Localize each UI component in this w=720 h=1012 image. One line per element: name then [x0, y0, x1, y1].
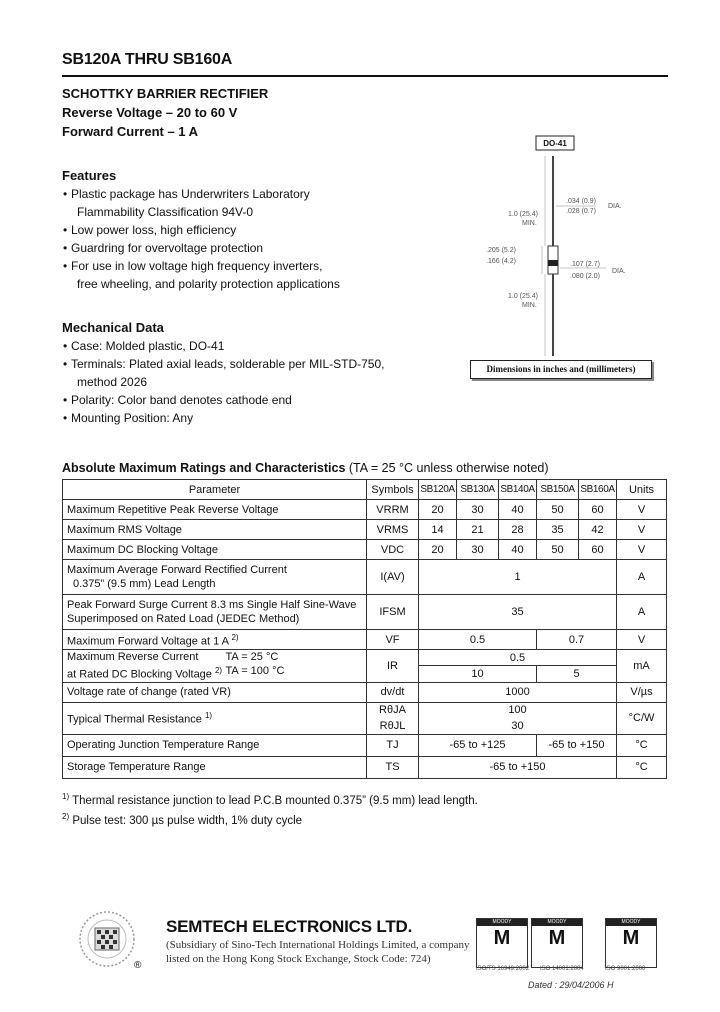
forward-current-spec: Forward Current – 1 A: [62, 124, 199, 139]
document-title: SB120A THRU SB160A: [62, 51, 233, 68]
header-cell: Parameter: [63, 480, 367, 500]
param-cell: Maximum DC Blocking Voltage: [63, 540, 367, 560]
unit-cell: °C/W: [617, 702, 667, 734]
lead-dia-label-2: .028 (0.7): [566, 208, 596, 215]
header-cell: SB120A: [419, 480, 457, 500]
table-row: [63, 520, 667, 540]
lead-dia-label: .034 (0.9): [566, 198, 596, 205]
mechanical-heading: Mechanical Data: [62, 320, 164, 335]
symbol-cell: VF: [367, 630, 419, 650]
min-label: MIN.: [522, 302, 537, 309]
cert-badge-iso14001: MOODY M: [531, 918, 583, 968]
document-date: Dated : 29/04/2006 H: [528, 980, 614, 990]
list-item: • Guardring for overvoltage protection: [62, 239, 340, 257]
unit-cell: mA: [617, 650, 667, 683]
footnotes: [62, 789, 478, 829]
dimension-note: Dimensions in inches and (millimeters): [470, 360, 652, 379]
company-subsidiary-line: (Subsidiary of Sino-Tech International Holdings Limited, a company: [166, 939, 470, 951]
value-cell: 10: [419, 666, 537, 682]
dia-label: DIA.: [608, 203, 622, 210]
package-label: DO-41: [543, 139, 567, 148]
unit-cell: °C: [617, 734, 667, 756]
header-cell: SB140A: [499, 480, 537, 500]
value-cell: -65 to +125: [419, 734, 537, 756]
symbol-cell: TS: [367, 756, 419, 778]
body-dia-label-2: .080 (2.0): [570, 273, 600, 280]
title-rule: [62, 75, 668, 77]
symbol-cell: VRRM: [367, 500, 419, 520]
value-cell: 1: [419, 560, 617, 595]
cert-badge-iso-ts16949: MOODY M: [476, 918, 528, 968]
value-cell: 20: [419, 500, 457, 520]
do41-package-drawing: [460, 130, 660, 358]
body-length-label: .205 (5.2): [486, 247, 516, 254]
param-cell: Maximum RMS Voltage: [63, 520, 367, 540]
symbol-cell: RθJL: [367, 718, 419, 734]
value-cell: 100: [419, 702, 617, 718]
value-cell: 50: [537, 540, 579, 560]
symbol-cell: VDC: [367, 540, 419, 560]
list-item: • Low power loss, high efficiency: [62, 221, 340, 239]
value-cell: 28: [499, 520, 537, 540]
ratings-table: [62, 479, 667, 779]
value-cell: 40: [499, 500, 537, 520]
symbol-cell: VRMS: [367, 520, 419, 540]
value-cell: 20: [419, 540, 457, 560]
dia-label: DIA.: [612, 268, 626, 275]
unit-cell: V/µs: [617, 682, 667, 702]
value-cell: 30: [419, 718, 617, 734]
cert-caption: ISO 14001:2004: [540, 966, 584, 972]
value-cell: -65 to +150: [537, 734, 617, 756]
subtitle-block: [62, 84, 268, 141]
value-cell: 0.7: [537, 630, 617, 650]
header-cell: SB130A: [457, 480, 499, 500]
unit-cell: °C: [617, 756, 667, 778]
header-cell: Symbols: [367, 480, 419, 500]
value-cell: 30: [457, 500, 499, 520]
symbol-cell: I(AV): [367, 560, 419, 595]
param-cell: Typical Thermal Resistance $^{1)}$: [63, 702, 367, 734]
param-cell: Maximum Reverse Current TA = 25 °C at Rated DC Blocking Voltage $^{2)}$ TA = 100 °C: [63, 650, 367, 683]
min-label: MIN.: [522, 220, 537, 227]
table-row: [63, 734, 667, 756]
registered-mark: ®: [134, 960, 142, 971]
value-cell: 30: [457, 540, 499, 560]
table-row: [63, 756, 667, 778]
unit-cell: V: [617, 630, 667, 650]
value-cell: 35: [419, 595, 617, 630]
body-dia-label: .107 (2.7): [570, 261, 600, 268]
value-cell: -65 to +150: [419, 756, 617, 778]
value-cell: 50: [537, 500, 579, 520]
table-row: [63, 650, 667, 666]
symbol-cell: TJ: [367, 734, 419, 756]
table-row: [63, 630, 667, 650]
footnote-2: $^{2)}$ Pulse test: 300 µs pulse width, 1% duty cycle: [62, 811, 303, 827]
value-cell: 60: [579, 500, 617, 520]
value-cell: 40: [499, 540, 537, 560]
unit-cell: V: [617, 500, 667, 520]
table-row: [63, 540, 667, 560]
param-cell: Storage Temperature Range: [63, 756, 367, 778]
param-cell: Maximum Forward Voltage at 1 A $^{2)}$: [63, 630, 367, 650]
header-cell: SB160A: [579, 480, 617, 500]
table-row: [63, 595, 667, 630]
header-cell: Units: [617, 480, 667, 500]
mechanical-list: [62, 337, 384, 427]
list-item: • Polarity: Color band denotes cathode end: [62, 391, 384, 409]
param-cell: Voltage rate of change (rated VR): [63, 682, 367, 702]
value-cell: 42: [579, 520, 617, 540]
value-cell: 5: [537, 666, 617, 682]
features-heading: Features: [62, 168, 117, 183]
list-item: • Terminals: Plated axial leads, solderable per MIL-STD-750, method 2026: [62, 355, 384, 391]
symbol-cell: IFSM: [367, 595, 419, 630]
footnote-1: $^{1)}$ Thermal resistance junction to lead P.C.B mounted 0.375” (9.5 mm) lead length.: [62, 792, 478, 807]
lead-length-label: 1.0 (25.4): [508, 211, 538, 218]
list-item: • Mounting Position: Any: [62, 409, 384, 427]
reverse-voltage-spec: Reverse Voltage – 20 to 60 V: [62, 105, 238, 120]
company-name: SEMTECH ELECTRONICS LTD.: [166, 917, 413, 936]
body-length-label-2: .166 (4.2): [486, 258, 516, 265]
param-cell: Maximum Repetitive Peak Reverse Voltage: [63, 500, 367, 520]
table-row: [63, 560, 667, 595]
lead-length-label: 1.0 (25.4): [508, 293, 538, 300]
unit-cell: A: [617, 595, 667, 630]
table-row: [63, 702, 667, 718]
symbol-cell: dv/dt: [367, 682, 419, 702]
value-cell: 35: [537, 520, 579, 540]
symbol-cell: IR: [367, 650, 419, 683]
symbol-cell: RθJA: [367, 702, 419, 718]
unit-cell: A: [617, 560, 667, 595]
unit-cell: V: [617, 520, 667, 540]
company-listing-line: listed on the Hong Kong Stock Exchange, Stock Code: 724): [166, 953, 431, 965]
list-item: • Plastic package has Underwriters Laboratory Flammability Classification 94V-0: [62, 185, 340, 221]
param-cell: Maximum Average Forward Rectified Current 0.375” (9.5 mm) Lead Length: [63, 560, 367, 595]
param-cell: Peak Forward Surge Current 8.3 ms Single Half Sine-Wave Superimposed on Rated Load (JEDEC Method): [63, 595, 367, 630]
list-item: • For use in low voltage high frequency inverters, free wheeling, and polarity protection applications: [62, 257, 340, 293]
cathode-band: [548, 260, 558, 266]
table-row: [63, 682, 667, 702]
features-list: [62, 185, 340, 293]
cert-badge-iso9001: MOODY M: [605, 918, 657, 968]
list-item: • Case: Molded plastic, DO-41: [62, 337, 384, 355]
value-cell: 1000: [419, 682, 617, 702]
cert-caption: ISO/TS 16949:2002: [476, 966, 530, 972]
table-caption: Absolute Maximum Ratings and Characteristics (TA = 25 °C unless otherwise noted): [62, 461, 549, 475]
table-row: [63, 500, 667, 520]
table-header-row: [63, 480, 667, 500]
unit-cell: V: [617, 540, 667, 560]
value-cell: 14: [419, 520, 457, 540]
device-type: SCHOTTKY BARRIER RECTIFIER: [62, 86, 269, 101]
value-cell: 0.5: [419, 630, 537, 650]
param-cell: Operating Junction Temperature Range: [63, 734, 367, 756]
value-cell: 0.5: [419, 650, 617, 666]
header-cell: SB150A: [537, 480, 579, 500]
semtech-logo: [78, 908, 136, 970]
cert-caption: ISO 9001:2000: [605, 966, 646, 972]
value-cell: 60: [579, 540, 617, 560]
value-cell: 21: [457, 520, 499, 540]
